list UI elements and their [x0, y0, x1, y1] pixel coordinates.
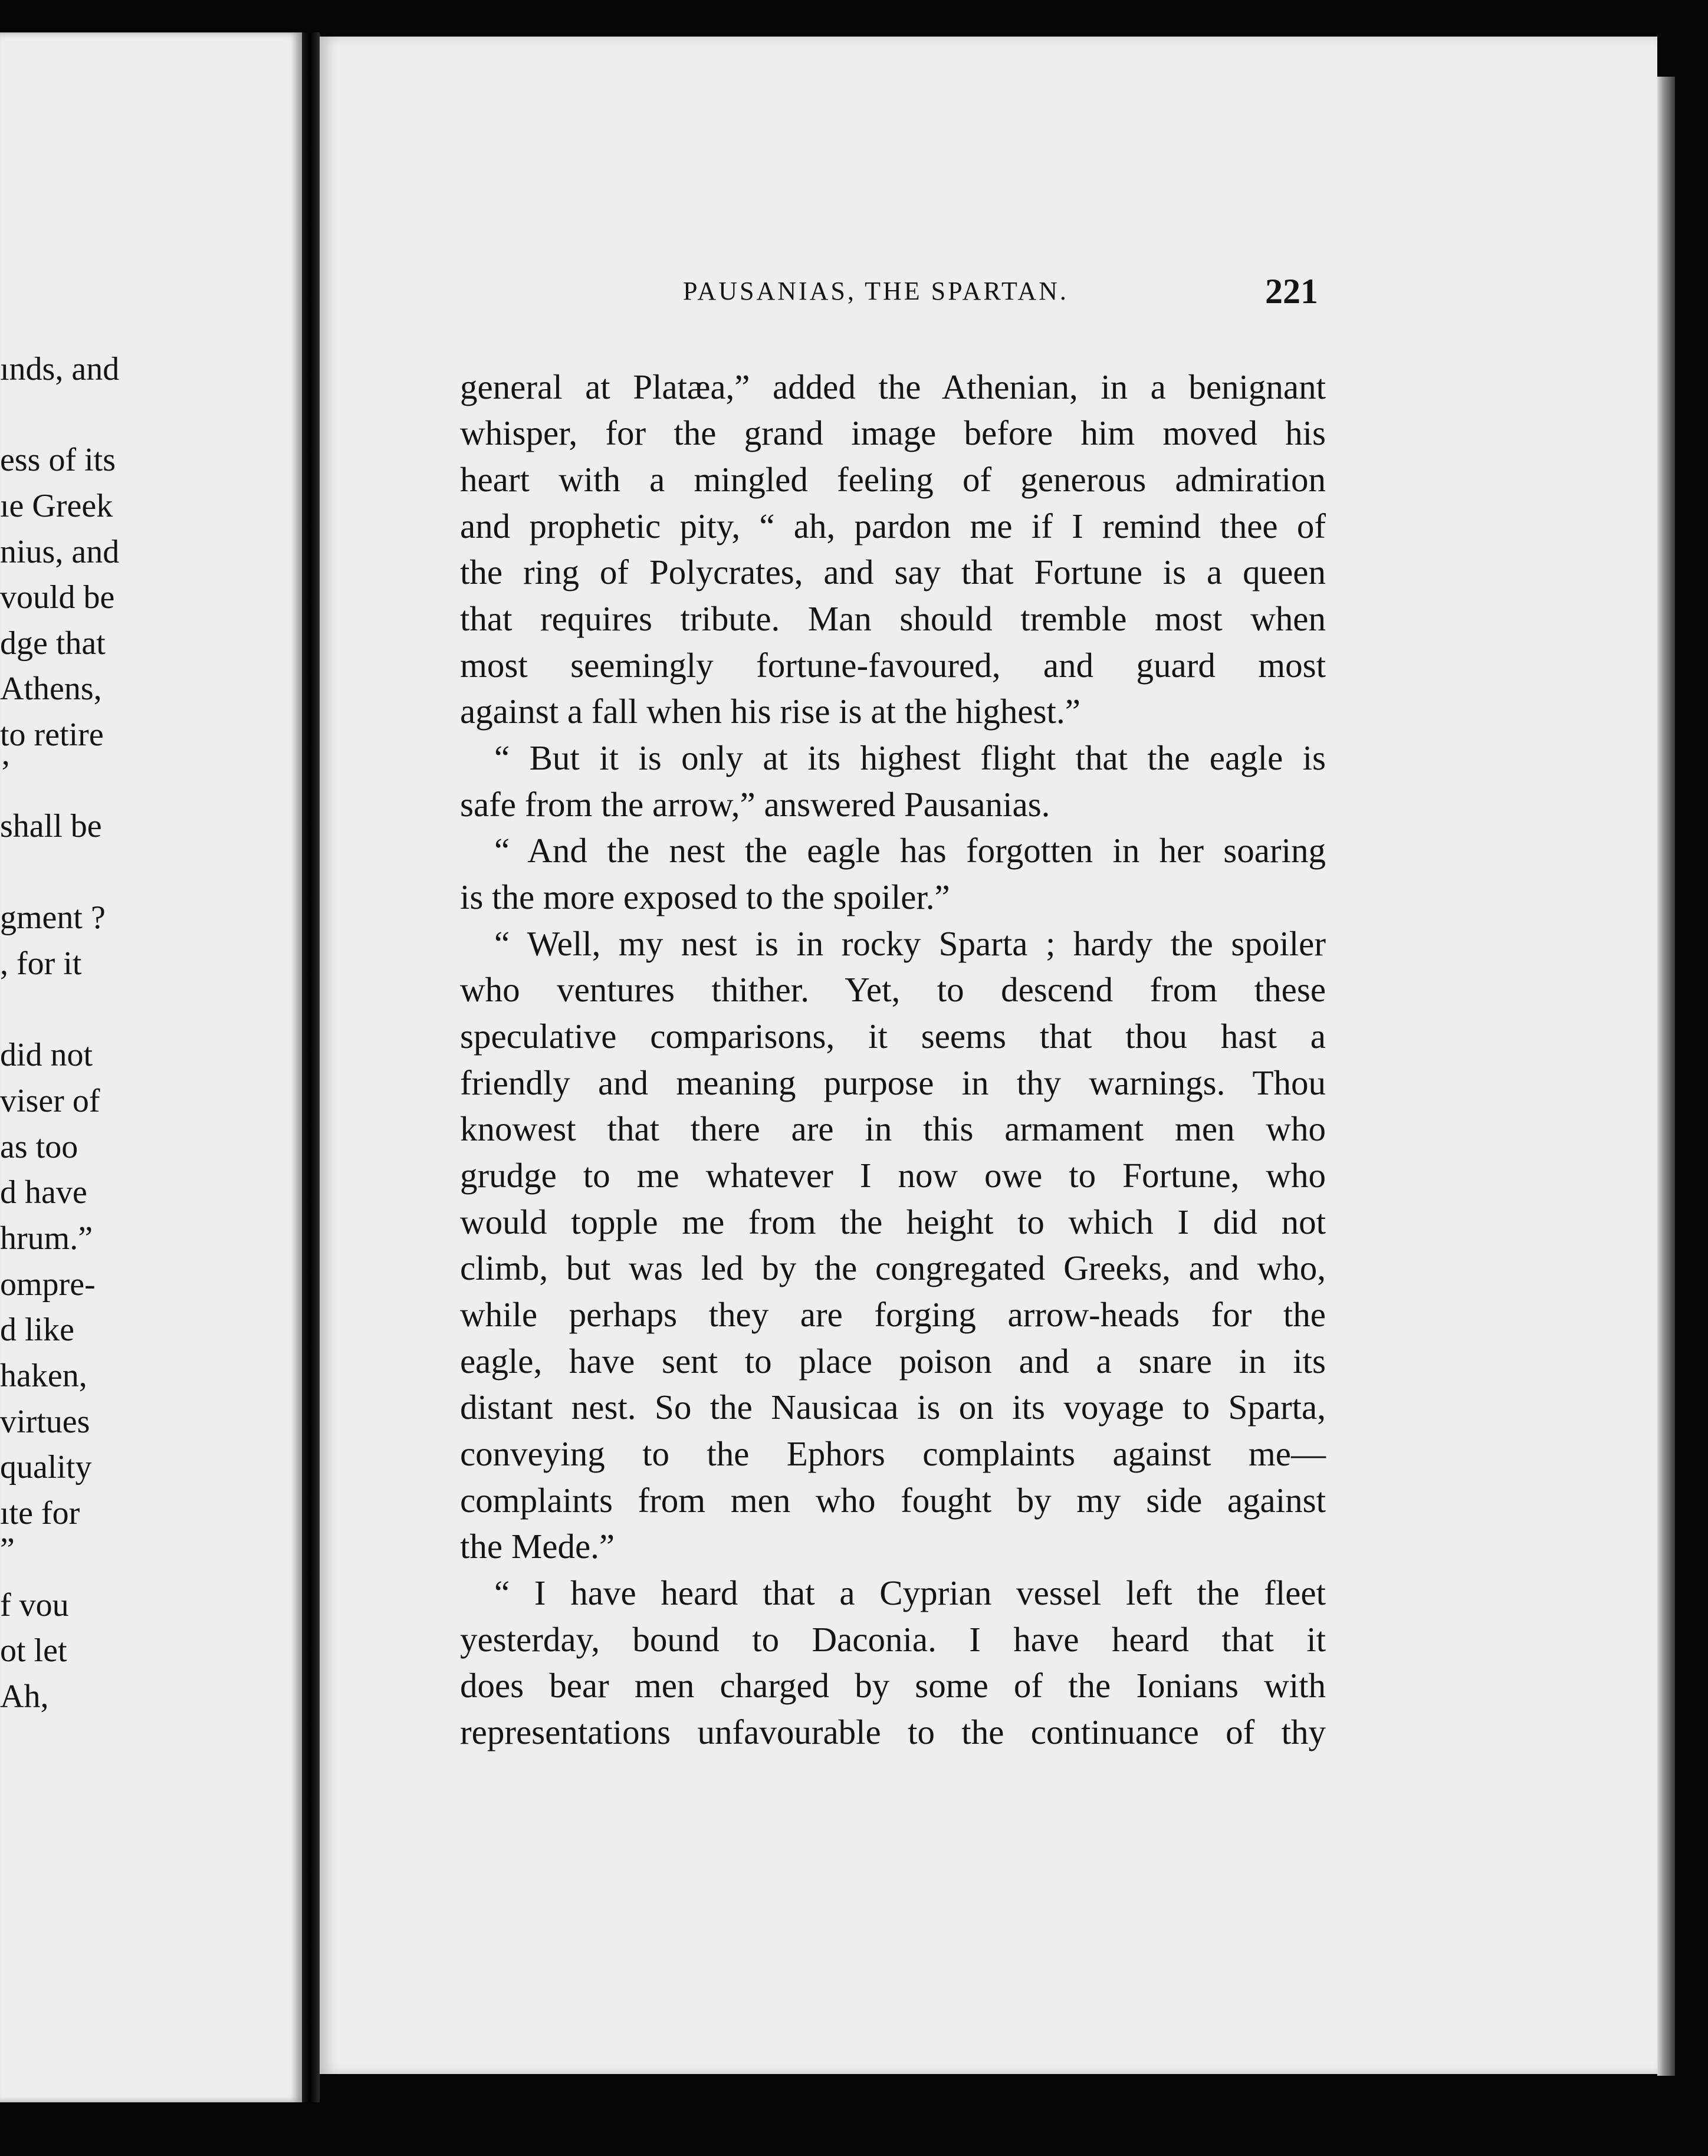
left-page-fragment: Athens, — [0, 671, 102, 707]
left-page-fragment: shall be — [0, 808, 102, 844]
body-text-line: knowest that there are in this armament men who — [460, 1109, 1326, 1148]
body-text-line: climb, but was led by the congregated Greeks, and who, — [460, 1248, 1326, 1287]
body-text-line: is the more exposed to the spoiler.” — [460, 877, 950, 916]
body-text-line: eagle, have sent to place poison and a snare in its — [460, 1342, 1326, 1381]
body-text-line: “ And the nest the eagle has forgotten in her soaring — [494, 831, 1326, 870]
left-page-fragment: viser of — [0, 1083, 100, 1119]
body-text-line: yesterday, bound to Daconia. I have heard that it — [460, 1620, 1326, 1659]
body-text-line: the ring of Polycrates, and say that Fortune is a queen — [460, 553, 1326, 591]
left-facing-page — [0, 32, 302, 2102]
body-text-line: does bear men charged by some of the Ionians with — [460, 1666, 1326, 1705]
left-page-fragment: ot let — [0, 1632, 67, 1669]
left-page-fragment: ınds, and — [0, 351, 120, 387]
left-page-fragment: d have — [0, 1174, 87, 1211]
left-page-fragment: gment ? — [0, 899, 106, 936]
left-page-fragment: vould be — [0, 579, 115, 616]
left-page-fragment: hrum.” — [0, 1220, 93, 1257]
body-text-line: and prophetic pity, “ ah, pardon me if I remind thee of — [460, 507, 1326, 545]
left-page-fragment: ıe Greek — [0, 488, 113, 524]
body-text-line: the Mede.” — [460, 1527, 615, 1566]
body-text-line: most seemingly fortune-favoured, and guard most — [460, 646, 1326, 685]
body-text-line: distant nest. So the Nausicaa is on its voyage to Sparta, — [460, 1388, 1326, 1427]
body-text-line: grudge to me whatever I now owe to Fortune, who — [460, 1156, 1326, 1195]
left-page-fragment: ” — [0, 1531, 15, 1568]
left-page-fragment: haken, — [0, 1358, 87, 1394]
left-page-fragment: as too — [0, 1129, 78, 1165]
left-page-fragment: ess of its — [0, 442, 116, 478]
body-text-line: “ I have heard that a Cyprian vessel left the fleet — [494, 1573, 1326, 1612]
body-text-line: safe from the arrow,” answered Pausanias. — [460, 785, 1050, 824]
left-page-fragment: quality — [0, 1449, 92, 1485]
body-text-line: “ Well, my nest is in rocky Sparta ; hardy the spoiler — [494, 924, 1326, 963]
left-page-fragment: dge that — [0, 625, 106, 662]
body-text-line: “ But it is only at its highest flight that the eagle is — [494, 738, 1326, 777]
left-page-fragment: ompre- — [0, 1266, 96, 1303]
body-text-line: against a fall when his rise is at the highest.” — [460, 692, 1080, 731]
left-page-fragment: virtues — [0, 1404, 90, 1440]
body-text-line: conveying to the Ephors complaints against me— — [460, 1434, 1326, 1473]
page-number: 221 — [1265, 272, 1318, 311]
left-page-fragment: to retire — [0, 717, 104, 753]
left-page-fragment: Ah, — [0, 1678, 49, 1715]
book-gutter — [302, 32, 320, 2102]
body-text-line: friendly and meaning purpose in thy warnings. Thou — [460, 1063, 1326, 1102]
left-page-fragment: nius, and — [0, 534, 120, 570]
body-text-line: whisper, for the grand image before him moved his — [460, 413, 1326, 452]
left-page-fragment: did not — [0, 1037, 93, 1073]
body-text-line: while perhaps they are forging arrow-heads for the — [460, 1295, 1326, 1334]
left-page-fragment: d like — [0, 1312, 74, 1348]
page-edge — [1657, 77, 1675, 2076]
left-page-fragment: ’ — [0, 754, 11, 791]
body-text-line: general at Platæa,” added the Athenian, in a benignant — [460, 367, 1326, 406]
running-head: PAUSANIAS, THE SPARTAN. — [683, 277, 1069, 305]
left-page-fragment: f vou — [0, 1587, 69, 1623]
body-text-line: who ventures thither. Yet, to descend from these — [460, 970, 1326, 1009]
left-page-fragment: ıte for — [0, 1495, 80, 1531]
body-text-line: representations unfavourable to the continuance of thy — [460, 1713, 1326, 1751]
body-text-line: that requires tribute. Man should tremble most when — [460, 599, 1326, 638]
left-page-fragment: , for it — [0, 945, 82, 982]
body-text-line: would topple me from the height to which I did not — [460, 1202, 1326, 1241]
body-text-line: speculative comparisons, it seems that thou hast a — [460, 1017, 1326, 1056]
body-text-line: complaints from men who fought by my side against — [460, 1481, 1326, 1520]
body-text-line: heart with a mingled feeling of generous admiration — [460, 460, 1326, 499]
